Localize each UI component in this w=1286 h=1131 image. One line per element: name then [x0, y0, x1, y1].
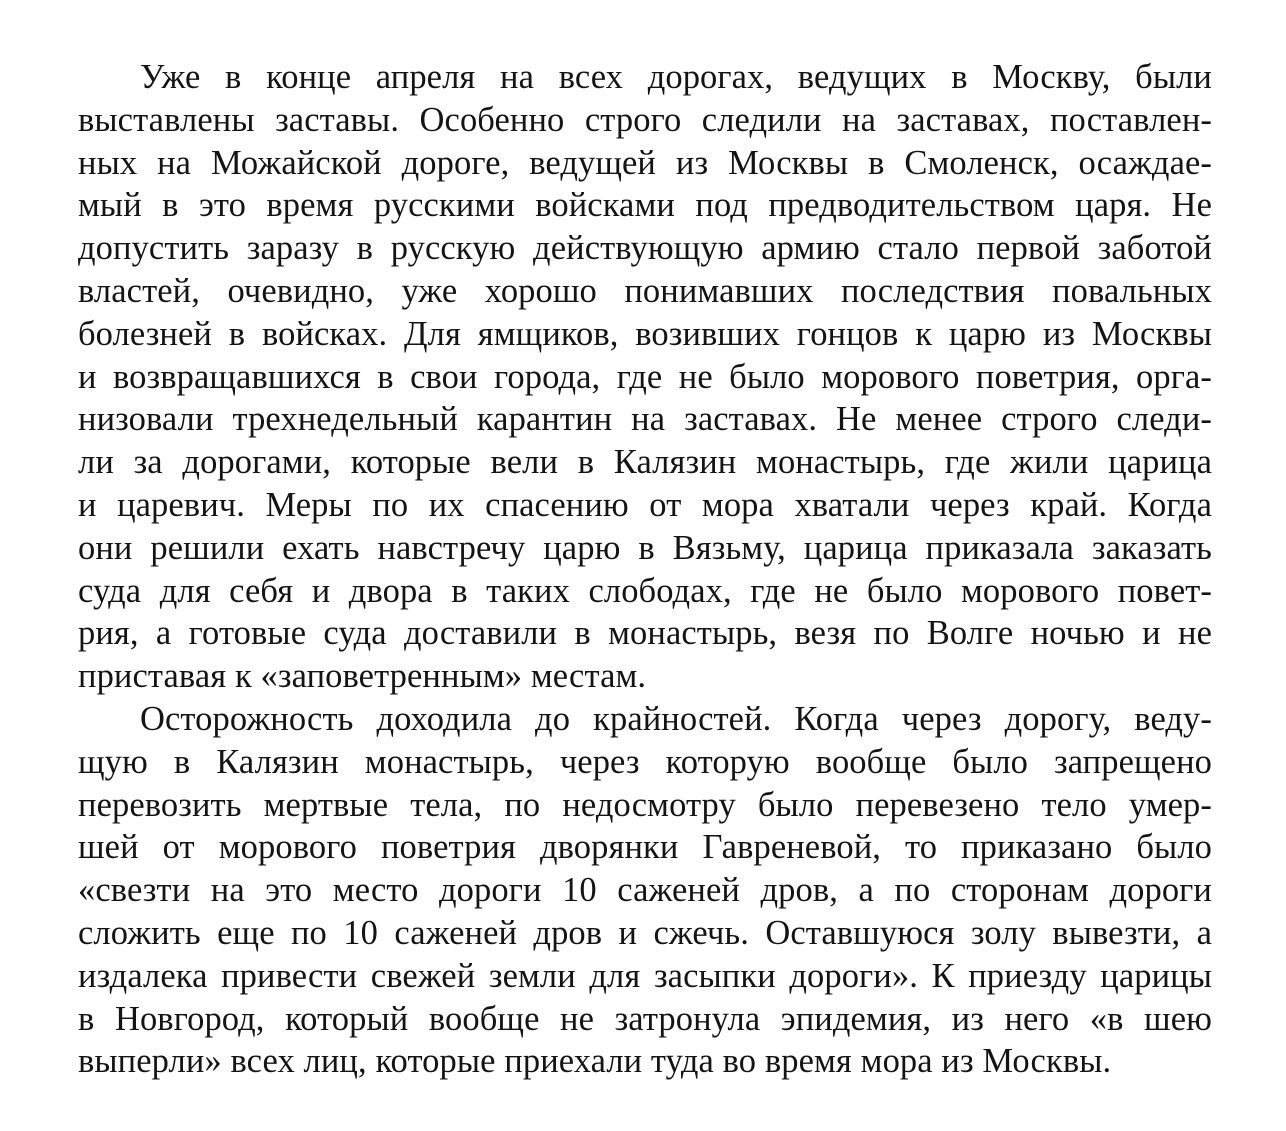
text-line: приставая к «заповетренным» местам. [78, 657, 647, 696]
text-line: шей от морового поветрия дворянки Гавреневой, то приказано было [78, 828, 1212, 867]
text-line: издалека привести свежей земли для засыпки дороги». К приезду царицы [78, 956, 1212, 995]
text-line: и возвращавшихся в свои города, где не было морового поветрия, орга- [78, 357, 1212, 396]
text-line: рия, а готовые суда доставили в монастырь, везя по Волге ночью и не [78, 614, 1212, 653]
text-line: сложить еще по 10 саженей дров и сжечь. Оставшуюся золу вывезти, а [78, 913, 1212, 952]
text-line: щую в Калязин монастырь, через которую вообще было запрещено [78, 742, 1212, 781]
text-line: низовали трехнедельный карантин на заставах. Не менее строго следи- [78, 400, 1212, 439]
text-line: мый в это время русскими войсками под предводительством царя. Не [78, 186, 1212, 225]
text-line: Осторожность доходила до крайностей. Когда через дорогу, веду- [140, 699, 1212, 738]
text-line: выперли» всех лиц, которые приехали туда во время мора из Москвы. [78, 1042, 1112, 1081]
text-line: выставлены заставы. Особенно строго следили на заставах, поставлен- [78, 100, 1212, 139]
text-line: перевозить мертвые тела, по недосмотру было перевезено тело умер- [78, 785, 1212, 824]
text-line: болезней в войсках. Для ямщиков, возивших гонцов к царю из Москвы [78, 314, 1212, 353]
book-page [78, 56, 1212, 1083]
text-line: суда для себя и двора в таких слободах, где не было морового повет- [78, 571, 1212, 610]
text-line: ных на Можайской дороге, ведущей из Москвы в Смоленск, осаждае- [78, 143, 1212, 182]
text-line: допустить заразу в русскую действующую армию стало первой заботой [78, 229, 1212, 268]
text-line: и царевич. Меры по их спасению от мора хватали через край. Когда [78, 485, 1212, 524]
paragraph-1 [78, 56, 1212, 698]
text-line: властей, очевидно, уже хорошо понимавших последствия повальных [78, 271, 1212, 310]
text-line: ли за дорогами, которые вели в Калязин монастырь, где жили царица [78, 443, 1212, 482]
text-line: Уже в конце апреля на всех дорогах, ведущих в Москву, были [140, 58, 1212, 96]
text-line: «свезти на это место дороги 10 саженей дров, а по сторонам дороги [78, 871, 1212, 910]
paragraph-2 [78, 698, 1212, 1083]
text-line: в Новгород, который вообще не затронула эпидемия, из него «в шею [78, 999, 1212, 1038]
text-line: они решили ехать навстречу царю в Вязьму, царица приказала заказать [78, 528, 1212, 567]
